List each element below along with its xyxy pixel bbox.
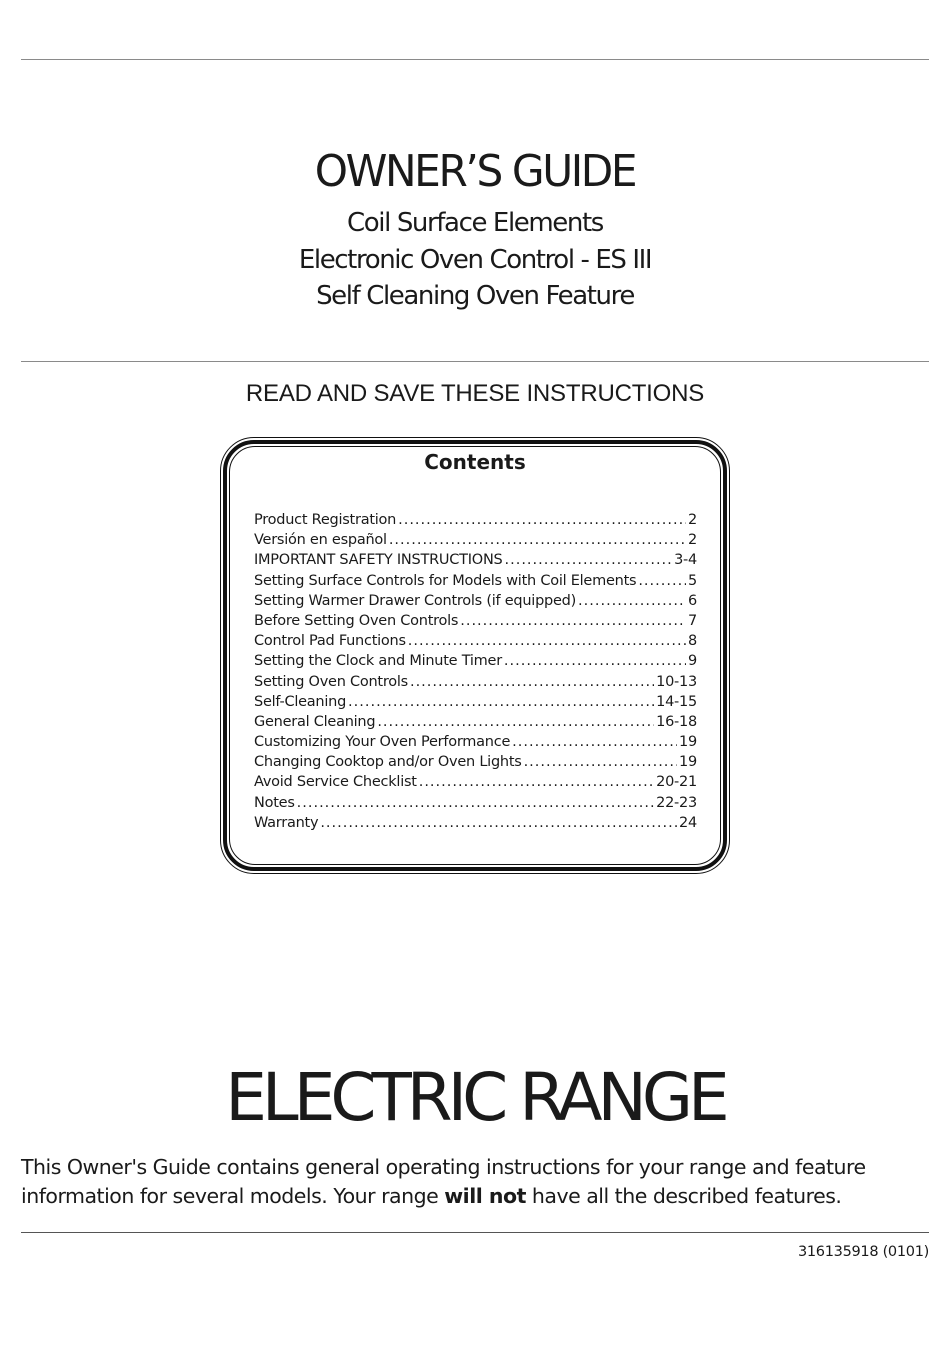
toc-entry-label: Customizing Your Oven Performance xyxy=(254,734,511,751)
toc-entry-page: 24 xyxy=(679,814,697,831)
subtitle-self-cleaning: Self Cleaning Oven Feature xyxy=(316,281,634,311)
toc-entry-page: 20-21 xyxy=(656,774,697,791)
middle-divider xyxy=(21,361,929,362)
toc-entry[interactable] xyxy=(254,712,697,732)
toc-entry[interactable] xyxy=(254,571,697,591)
disclaimer-text-end: have all the described features. xyxy=(525,1184,842,1208)
toc-entry-label: Setting Warmer Drawer Controls (if equipped) xyxy=(254,592,577,609)
bottom-divider xyxy=(21,1232,929,1233)
toc-entry-page: 5 xyxy=(688,572,697,589)
toc-leader-dots xyxy=(410,672,654,692)
toc-entry-label: Versión en español xyxy=(254,532,387,549)
table-of-contents xyxy=(254,510,697,833)
toc-entry[interactable] xyxy=(254,692,697,712)
toc-entry-page: 7 xyxy=(688,612,697,629)
toc-leader-dots xyxy=(398,510,686,530)
toc-entry-label: Setting Surface Controls for Models with Coil Elements xyxy=(254,572,637,589)
toc-entry-page: 6 xyxy=(688,592,697,609)
toc-entry-label: Changing Cooktop and/or Oven Lights xyxy=(254,754,522,771)
toc-entry[interactable] xyxy=(254,752,697,772)
toc-entry-page: 3-4 xyxy=(674,552,697,569)
toc-entry-page: 19 xyxy=(679,734,697,751)
toc-entry-label: Notes xyxy=(254,794,295,811)
toc-entry-label: Control Pad Functions xyxy=(254,633,406,650)
toc-entry[interactable] xyxy=(254,631,697,651)
toc-entry-page: 9 xyxy=(688,653,697,670)
toc-entry[interactable] xyxy=(254,772,697,792)
toc-entry[interactable] xyxy=(254,510,697,530)
toc-entry-label: IMPORTANT SAFETY INSTRUCTIONS xyxy=(254,552,503,569)
toc-entry[interactable] xyxy=(254,672,697,692)
toc-leader-dots xyxy=(505,550,673,570)
toc-entry[interactable] xyxy=(254,813,697,833)
toc-entry-page: 16-18 xyxy=(656,713,697,730)
toc-leader-dots xyxy=(320,813,677,833)
toc-leader-dots xyxy=(578,591,686,611)
toc-leader-dots xyxy=(419,772,654,792)
toc-entry-page: 22-23 xyxy=(656,794,697,811)
toc-leader-dots xyxy=(524,752,677,772)
toc-entry-page: 2 xyxy=(688,512,697,528)
toc-entry[interactable] xyxy=(254,651,697,671)
toc-entry[interactable] xyxy=(254,591,697,611)
toc-entry-page: 19 xyxy=(679,754,697,771)
toc-entry-label: Self-Cleaning xyxy=(254,693,347,710)
contents-heading: Contents xyxy=(424,450,526,474)
toc-entry-page: 14-15 xyxy=(656,693,697,710)
toc-leader-dots xyxy=(297,793,654,813)
toc-leader-dots xyxy=(512,732,677,752)
subtitle-oven-control: Electronic Oven Control - ES III xyxy=(298,244,652,275)
toc-entry[interactable] xyxy=(254,793,697,813)
toc-entry-page: 2 xyxy=(688,532,697,549)
subtitle-coil-elements: Coil Surface Elements xyxy=(347,208,603,238)
toc-entry-page: 10-13 xyxy=(656,673,697,690)
toc-leader-dots xyxy=(408,631,686,651)
toc-entry[interactable] xyxy=(254,611,697,631)
toc-entry-label: Setting the Clock and Minute Timer xyxy=(254,653,502,670)
document-number: 316135918 (0101) xyxy=(797,1244,929,1260)
toc-entry-label: Before Setting Oven Controls xyxy=(254,612,459,629)
read-save-notice: READ AND SAVE THESE INSTRUCTIONS xyxy=(245,380,705,407)
toc-entry[interactable] xyxy=(254,530,697,550)
toc-entry-label: Setting Oven Controls xyxy=(254,673,408,690)
toc-leader-dots xyxy=(389,530,686,550)
disclaimer-paragraph xyxy=(21,1153,936,1211)
page-title: OWNER’S GUIDE xyxy=(314,146,636,197)
toc-leader-dots xyxy=(460,611,686,631)
disclaimer-text-start: This Owner's Guide contains general operating instructions for your range and feature information for several models. Your range xyxy=(21,1155,866,1208)
toc-leader-dots xyxy=(348,692,654,712)
toc-leader-dots xyxy=(504,651,686,671)
subtitle-list xyxy=(0,205,950,315)
toc-entry-page: 8 xyxy=(688,633,697,650)
toc-leader-dots xyxy=(638,571,686,591)
top-divider xyxy=(21,59,929,60)
product-title: ELECTRIC RANGE xyxy=(225,1059,725,1136)
toc-leader-dots xyxy=(377,712,654,732)
toc-entry-label: Warranty xyxy=(254,814,319,831)
disclaimer-emphasis: will not xyxy=(444,1184,526,1208)
toc-entry[interactable] xyxy=(254,550,697,570)
toc-entry-label: Product Registration xyxy=(254,512,397,528)
toc-entry-label: General Cleaning xyxy=(254,713,376,730)
toc-entry[interactable] xyxy=(254,732,697,752)
toc-entry-label: Avoid Service Checklist xyxy=(254,774,417,791)
